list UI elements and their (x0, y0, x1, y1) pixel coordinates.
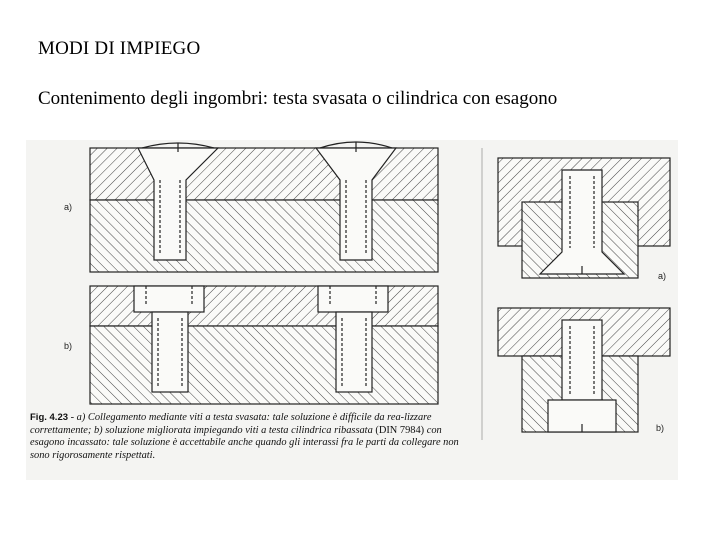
slide-heading: MODI DI IMPIEGO (38, 38, 201, 59)
label-left-b: b) (64, 341, 73, 351)
figure-caption (30, 412, 462, 462)
label-right-b: b) (656, 423, 665, 433)
left-a-assembly (90, 142, 438, 272)
left-b-assembly (90, 286, 438, 404)
right-b-detail (498, 308, 670, 432)
slide-subheading: Contenimento degli ingombri: testa svasata o cilindrica con esagono (38, 88, 558, 109)
caption-text-1: - a) Collegamento mediante viti a testa svasata: tale soluzione è difficile da rea-lizzare correttamente; b) soluzione migliorata impiegando viti a testa cilindrica ribassata (30, 412, 432, 436)
label-right-a: a) (658, 271, 667, 281)
right-a-detail (498, 158, 670, 278)
caption-number: Fig. 4.23 (30, 412, 69, 423)
caption-text-2: con esagono incassato: tale soluzione è accettabile anche quando gli interassi fra le parti da collegare non sono rigorosamente rispettati. (30, 424, 459, 461)
label-left-a: a) (64, 202, 73, 212)
caption-din: (DIN 7984) (375, 424, 425, 436)
